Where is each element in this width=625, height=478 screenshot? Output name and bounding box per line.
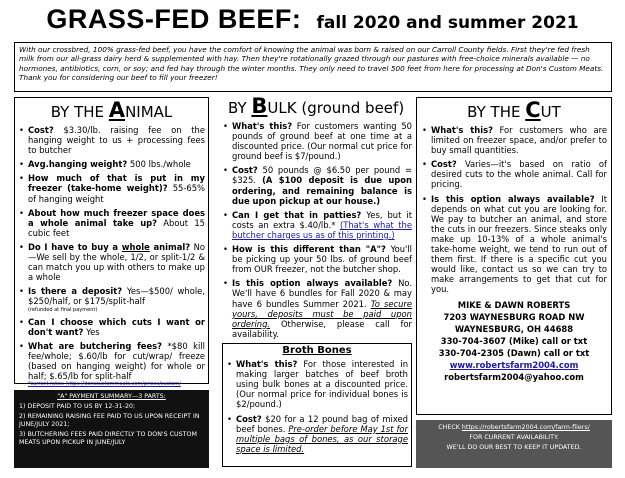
question: Is this option always available? xyxy=(232,278,393,289)
animal-section xyxy=(14,97,209,388)
list-item xyxy=(18,125,205,155)
deposit-note: To secure yours, deposits must be paid upon ordering. xyxy=(232,298,412,329)
cut-heading-post: UT xyxy=(540,103,561,121)
current-rates-link[interactable]: *current rates: https://donscustommeats.com/prices/custom/ xyxy=(28,381,181,388)
animal-list xyxy=(18,125,205,387)
answer: Yes, but it costs an extra $.40/lb.* xyxy=(232,209,412,230)
list-item xyxy=(226,359,408,409)
question: How much of that is put in my freezer (take-home weight)? xyxy=(28,173,205,194)
list-item xyxy=(18,286,205,312)
answer: No—We sell by the whole, 1/2, or split-1/2 & can match you up with others to make up a whole xyxy=(28,241,205,283)
answer-tail: Otherwise, please call for availability. xyxy=(232,318,412,339)
answer: *$80 kill fee/whole; $.60/lb for cut/wrap/ freeze (based on hanging weight) for whole or half; $.65/lb for split-half xyxy=(28,340,205,381)
list-item xyxy=(421,159,607,189)
butcher-charges-link[interactable]: (That's what the butcher charges us as of this printing.) xyxy=(232,219,413,240)
question: Can I get that in patties? xyxy=(232,209,362,220)
footer-line-3: WE'LL DO OUR BEST TO KEEP IT UPDATED. xyxy=(446,444,582,451)
list-item xyxy=(222,210,412,240)
list-item xyxy=(421,194,607,295)
contact-email[interactable]: robertsfarm2004@yahoo.com xyxy=(444,371,584,382)
question: Avg.hanging weight? xyxy=(28,159,128,170)
answer: For those interested in making larger batches of beef broth using bulk bones at a discounted price. (Our normal price for individual bones is $2/pound.) xyxy=(236,359,408,410)
flyer-title xyxy=(0,4,625,40)
question: What's this? xyxy=(236,359,298,370)
contact-street: 7203 WAYNESBURG ROAD NW xyxy=(443,311,585,322)
answer: $3.30/lb. raising fee on the hanging weight to us + processing fees to butcher xyxy=(28,125,205,156)
question xyxy=(28,242,190,252)
availability-footer xyxy=(416,420,612,468)
footer-line-1 xyxy=(420,423,608,433)
footer-line-2: FOR CURRENT AVAILABILITY. xyxy=(469,434,559,441)
animal-heading xyxy=(18,98,205,122)
cut-heading-letter: C xyxy=(525,98,541,122)
answer: You'll be picking up your 50 lbs. of ground beef from OUR freezer, not the butcher shop. xyxy=(232,244,412,275)
list-item xyxy=(222,278,412,339)
bulk-section xyxy=(222,94,413,339)
summary-line: 3) BUTCHERING FEES PAID DIRECTLY TO DON'S CUSTOM MEATS UPON PICKUP IN JUNE/JULY xyxy=(19,431,197,446)
deposit-bold: (A $100 deposit is due upon ordering, and remaining balance is due upon pickup at our house.) xyxy=(232,175,412,206)
summary-line: 2) REMAINING RAISING FEE PAID TO US UPON RECEIPT IN JUNE/JULY 2021; xyxy=(19,413,200,428)
intro-box xyxy=(14,42,612,92)
contact-names: MIKE & DAWN ROBERTS xyxy=(457,299,571,310)
animal-heading-post: NIMAL xyxy=(125,103,173,121)
question-part: animal? xyxy=(149,241,191,252)
animal-heading-letter: A xyxy=(108,98,126,122)
answer: 55-65% of hanging weight xyxy=(28,183,205,204)
bulk-heading-letter: B xyxy=(251,94,268,118)
answer: For customers who are limited on freezer space, and/or prefer to buy small quantities. xyxy=(431,125,608,156)
answer: Yes—$500/ whole, $250/half, or $175/split-half xyxy=(28,286,205,307)
bones-heading xyxy=(226,346,408,356)
question: About how much freezer space does a whole animal take up? xyxy=(28,207,205,228)
contact-block xyxy=(421,299,607,383)
list-item xyxy=(18,317,205,337)
payment-summary xyxy=(14,390,209,468)
list-item xyxy=(18,242,205,282)
footer-check: CHECK xyxy=(438,424,462,431)
list-item xyxy=(222,244,412,274)
question: What are butchering fees? xyxy=(28,340,162,351)
summary-line: 1) DEPOSIT PAID TO US BY 12-31-20; xyxy=(19,403,136,410)
bones-list xyxy=(226,359,408,454)
question: Is this option always available? xyxy=(431,193,595,204)
title-sub: fall 2020 and summer 2021 xyxy=(316,13,579,33)
answer: Varies—it's based on ratio of desired cuts to the whole animal. Call for pricing. xyxy=(431,159,607,190)
question: How is this different than "A"? xyxy=(232,244,386,255)
cut-section xyxy=(416,97,612,415)
list-item xyxy=(421,125,607,155)
list-item xyxy=(226,414,408,454)
answer: About 15 cubic feet xyxy=(28,217,205,238)
deposit-note: (refunded at final payment) xyxy=(28,306,98,313)
list-item xyxy=(222,165,412,205)
bulk-list xyxy=(222,121,412,339)
website-link[interactable]: www.robertsfarm2004.com xyxy=(449,359,579,370)
question-part: Do I have to buy a xyxy=(28,241,122,252)
answer: No. We'll have 6 bundles for Fall 2020 & may have 6 bundles Summer 2021. xyxy=(232,278,412,309)
intro-text: With our crossbred, 100% grass-fed beef, you have the comfort of knowing the animal was born & raised on our Carroll County fields. First they're fed fresh milk from our all-grass dairy herd & supplemented with hay. Then they're rotationally grazed through our pastures with free-choice minerals available — no hormones, antibiotics, corn, or soy; and fed hay through the winter months. They only need to travel 500 feet from here for processing at Don's Custom Meats. Thank you for considering our beef to fill your freezer! xyxy=(19,45,604,83)
broth-bones-section xyxy=(222,343,412,467)
answer: 500 lbs./whole xyxy=(129,159,191,170)
question: Cost? xyxy=(28,125,54,135)
list-item xyxy=(18,341,205,387)
cut-heading xyxy=(421,98,607,122)
question: What's this? xyxy=(431,125,493,135)
answer: 50 pounds @ $6.50 per pound = $325. xyxy=(232,165,412,186)
animal-heading-pre: BY THE xyxy=(50,103,109,121)
bulk-heading-post: ULK (ground beef) xyxy=(267,99,405,117)
question: Cost? xyxy=(236,413,262,424)
fliers-link[interactable]: https://robertsfarm2004.com/farm-fliers/ xyxy=(461,424,590,431)
question-underlined: whole xyxy=(121,241,150,252)
answer: $20 for a 12 pound bag of mixed beef bones. xyxy=(236,413,408,434)
bulk-heading-pre: BY xyxy=(228,99,252,117)
list-item xyxy=(18,159,205,169)
question: Is there a deposit? xyxy=(28,286,123,297)
question: Cost? xyxy=(232,165,258,176)
cut-heading-pre: BY THE xyxy=(467,103,526,121)
bulk-heading xyxy=(228,94,412,118)
cut-list xyxy=(421,125,607,295)
answer: For customers wanting 50 pounds of ground beef at one time at a discounted price. (Our normal cut price for ground beef is $7/pound.) xyxy=(232,121,412,162)
contact-city: WAYNESBURG, OH 44688 xyxy=(454,323,574,334)
bones-heading-text: Broth Bones xyxy=(282,345,352,356)
question: What's this? xyxy=(232,121,293,131)
question: Cost? xyxy=(431,159,457,170)
contact-phone-dawn: 330-704-2305 (Dawn) call or txt xyxy=(438,347,590,358)
list-item xyxy=(18,208,205,238)
summary-title: "A" PAYMENT SUMMARY—3 PARTS: xyxy=(57,393,166,400)
list-item xyxy=(18,173,205,203)
answer: Yes xyxy=(86,326,100,337)
contact-phone-mike: 330-704-3607 (Mike) call or txt xyxy=(440,335,588,346)
list-item xyxy=(222,121,412,161)
title-main: GRASS-FED BEEF: xyxy=(46,4,302,34)
preorder-note: Pre-order before May 1st for multiple bags of bones, as our storage space is limited. xyxy=(236,423,408,454)
answer: It depends on what cut you are looking for. We pay to butcher an animal, and store the cuts in our freezers. Since steaks only make up 10-13% of a whole animal's take-home weight, we tend to run out of them first. If there is a specific cut you would like, contact us so we can try to make arrangements to get that cut for you. xyxy=(431,193,607,295)
question: Can I choose which cuts I want or don't want? xyxy=(28,316,205,337)
